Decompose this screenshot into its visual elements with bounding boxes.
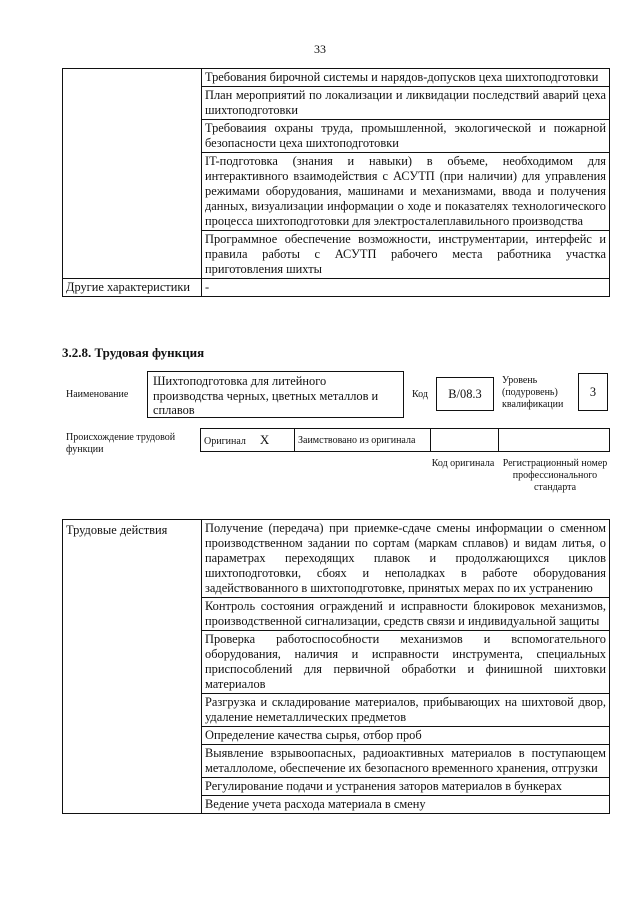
labor-actions-label: Трудовые действия [63,520,202,814]
action-cell: Контроль состояния ограждений и исправности блокировок механизмов, производственной сигнализации, средств связи и индивидуальной защиты [202,598,610,631]
code-box: B/08.3 [436,377,494,411]
origin-label: Происхождение трудовой функции [66,432,176,455]
reg-number-cell [499,429,610,452]
action-cell: Регулирование подачи и устранения заторов материалов в бункерах [202,778,610,796]
requirement-cell: Программное обеспечение возможности, инструментарии, интерфейс и правила работы с АСУТП рабочего места работника участка приготовления шихты [202,231,610,279]
code-original-caption: Код оригинала [431,458,495,469]
table-row [201,429,610,452]
requirement-cell: Требования бирочной системы и нарядов-допусков цеха шихтоподготовки [202,69,610,87]
action-cell: Разгрузка и складирование материалов, прибывающих на шихтовой двор, удаление неметаллических предметов [202,694,610,727]
empty-label-cell [63,69,202,279]
code-original-cell [431,429,499,452]
reg-number-caption: Регистрационный номер профессионального стандарта [502,458,608,493]
action-cell: Проверка работоспособности механизмов и вспомогательного оборудования, наличия и исправности инструмента, специальных приспособлений для первичной обработки и финишной шихтовки материалов [202,631,610,694]
action-cell: Выявление взрывоопасных, радиоактивных материалов в поступающем металлоломе, обеспечение их безопасного временного хранения, отгрузки [202,745,610,778]
origin-table [200,428,610,452]
action-cell: Ведение учета расхода материала в смену [202,796,610,814]
requirement-cell: Требоваиия охраны труда, промышленной, экологической и пожарной безопасности цеха шихтоподготовки [202,120,610,153]
level-box: 3 [578,373,608,411]
original-label: Оригинал [204,436,246,447]
table-row [63,69,610,87]
action-cell: Определение качества сырья, отбор проб [202,727,610,745]
table-row [63,279,610,297]
code-label: Код [412,389,428,400]
original-mark: X [259,432,270,447]
requirements-table [62,68,610,297]
other-characteristics-label: Другие характеристики [63,279,202,297]
original-cell [201,429,295,452]
section-heading: 3.2.8. Трудовая функция [62,345,205,360]
requirement-cell: План мероприятий по локализации и ликвидации последствий аварий цеха шихтоподготовки [202,87,610,120]
table-row [63,520,610,598]
name-label: Наименование [66,389,129,400]
labor-actions-table [62,519,610,814]
action-cell: Получение (передача) при приемке-сдаче смены информации о сменном производственном задании по сортам (маркам сплавов) и видам литья, о параметрах переходящих плавок и продолжающихся циклов шихтоподготовки, сбоях и неполадках в работе оборудования задействованного в шихтоподготовке, принятых мерах по их устранению [202,520,610,598]
requirement-cell: IT-подготовка (знания и навыки) в объеме, необходимом для интерактивного взаимодействия с АСУТП (при наличии) для управления режимами оборудования, машинами и механизмами, ввода и получения данных, визуализации информации о ходе и показателях технологического процесса шихтоподготовки для электросталеплавильного производства [202,153,610,231]
other-characteristics-value: - [202,279,610,297]
function-name-box: Шихтоподготовка для литейного производства черных, цветных металлов и сплавов [147,371,404,418]
borrowed-label: Заимствовано из оригинала [295,429,431,452]
level-label: Уровень (подуровень) квалификации [502,375,564,410]
page-number: 33 [314,42,326,56]
